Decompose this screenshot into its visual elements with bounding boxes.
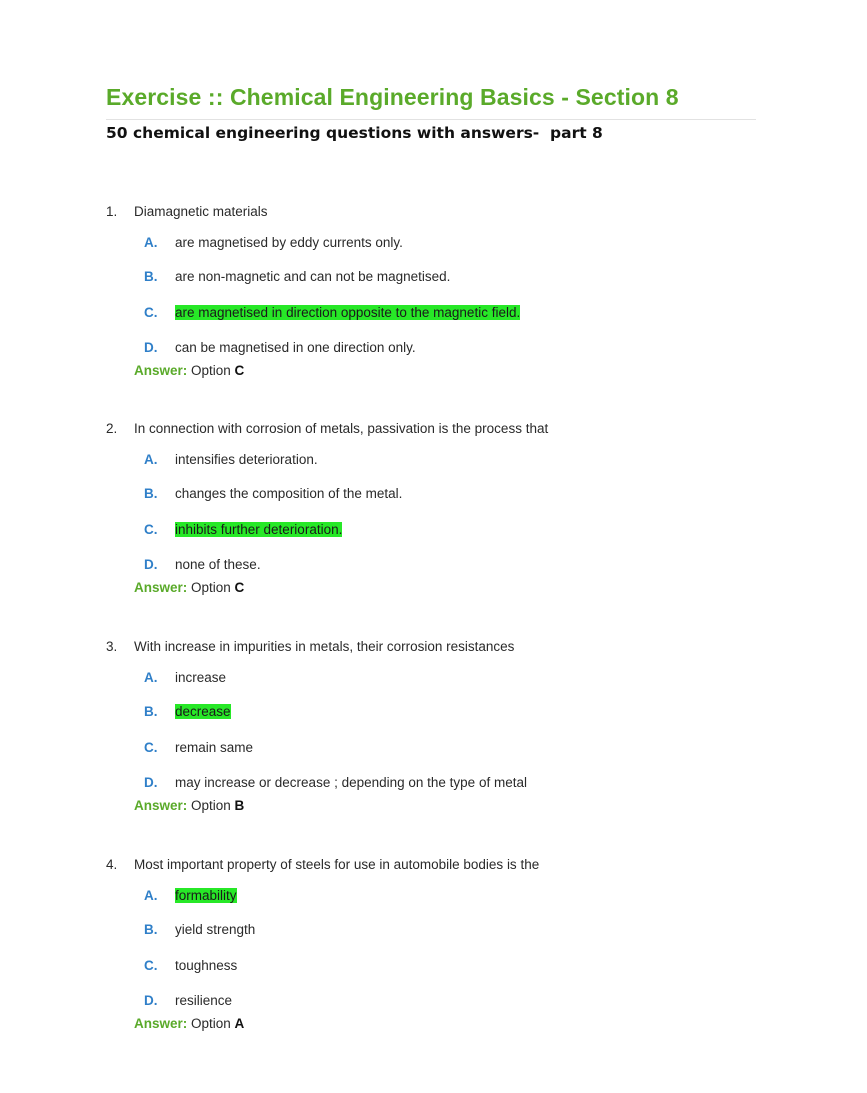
answer-prefix: Option xyxy=(187,363,235,378)
question-stem xyxy=(106,639,514,654)
option-text: toughness xyxy=(175,958,238,973)
option-text: are magnetised by eddy currents only. xyxy=(175,235,403,250)
answer-line xyxy=(134,798,244,813)
answer-line xyxy=(134,363,244,378)
answer-prefix: Option xyxy=(187,580,235,595)
option-text: resilience xyxy=(175,993,233,1008)
answer-option[interactable] xyxy=(144,958,237,973)
question-text: With increase in impurities in metals, their corrosion resistances xyxy=(134,639,515,654)
question-number: 2. xyxy=(106,421,118,436)
question-text: Most important property of steels for use in automobile bodies is the xyxy=(134,857,540,872)
option-letter: B. xyxy=(144,922,158,937)
answer-label: Answer: xyxy=(134,1016,188,1031)
option-letter: C. xyxy=(144,740,158,755)
answer-label: Answer: xyxy=(134,580,188,595)
option-letter: A. xyxy=(144,670,158,685)
answer-option[interactable] xyxy=(144,775,527,790)
option-text-highlighted: are magnetised in direction opposite to the magnetic field. xyxy=(175,305,521,320)
answer-option[interactable] xyxy=(144,305,520,320)
answer-option[interactable] xyxy=(144,269,450,284)
answer-line xyxy=(134,1016,244,1031)
option-text-highlighted: formability xyxy=(175,888,237,903)
question-number: 4. xyxy=(106,857,118,872)
option-letter: A. xyxy=(144,235,158,250)
answer-option[interactable] xyxy=(144,922,255,937)
option-letter: C. xyxy=(144,305,158,320)
answer-label: Answer: xyxy=(134,363,188,378)
answer-letter: C xyxy=(234,363,245,378)
answer-option[interactable] xyxy=(144,452,318,467)
option-letter: B. xyxy=(144,269,158,284)
answer-option[interactable] xyxy=(144,670,226,685)
answer-option[interactable] xyxy=(144,235,403,250)
title-divider xyxy=(106,119,756,120)
option-text: remain same xyxy=(175,740,254,755)
answer-letter: A xyxy=(234,1016,245,1031)
option-letter: A. xyxy=(144,452,158,467)
option-letter: D. xyxy=(144,993,158,1008)
answer-option[interactable] xyxy=(144,340,416,355)
page-subtitle: 50 chemical engineering questions with answers- part 8 xyxy=(106,124,603,142)
answer-option[interactable] xyxy=(144,486,402,501)
question-number: 3. xyxy=(106,639,118,654)
answer-line xyxy=(134,580,244,595)
question-stem xyxy=(106,204,268,219)
answer-option[interactable] xyxy=(144,522,342,537)
answer-label: Answer: xyxy=(134,798,188,813)
option-letter: B. xyxy=(144,486,158,501)
question-stem xyxy=(106,421,548,436)
page-title: Exercise :: Chemical Engineering Basics - Section 8 xyxy=(106,84,679,110)
option-text: changes the composition of the metal. xyxy=(175,486,403,501)
option-text-highlighted: decrease xyxy=(175,704,231,719)
answer-option[interactable] xyxy=(144,740,253,755)
answer-letter: C xyxy=(234,580,245,595)
answer-option[interactable] xyxy=(144,557,261,572)
option-letter: C. xyxy=(144,522,158,537)
option-text: can be magnetised in one direction only. xyxy=(175,340,416,355)
question-number: 1. xyxy=(106,204,118,219)
question-text: Diamagnetic materials xyxy=(134,204,268,219)
answer-option[interactable] xyxy=(144,888,237,903)
option-letter: B. xyxy=(144,704,158,719)
option-text: increase xyxy=(175,670,227,685)
answer-letter: B xyxy=(234,798,245,813)
answer-prefix: Option xyxy=(187,798,235,813)
option-letter: A. xyxy=(144,888,158,903)
option-text: yield strength xyxy=(175,922,256,937)
option-letter: D. xyxy=(144,557,158,572)
answer-option[interactable] xyxy=(144,993,232,1008)
option-text: are non-magnetic and can not be magnetised. xyxy=(175,269,451,284)
option-letter: C. xyxy=(144,958,158,973)
option-letter: D. xyxy=(144,775,158,790)
option-text: may increase or decrease ; depending on the type of metal xyxy=(175,775,527,790)
answer-prefix: Option xyxy=(187,1016,235,1031)
answer-option[interactable] xyxy=(144,704,231,719)
option-text: intensifies deterioration. xyxy=(175,452,318,467)
question-text: In connection with corrosion of metals, passivation is the process that xyxy=(134,421,549,436)
question-stem xyxy=(106,857,539,872)
option-text: none of these. xyxy=(175,557,261,572)
option-letter: D. xyxy=(144,340,158,355)
option-text-highlighted: inhibits further deterioration. xyxy=(175,522,343,537)
